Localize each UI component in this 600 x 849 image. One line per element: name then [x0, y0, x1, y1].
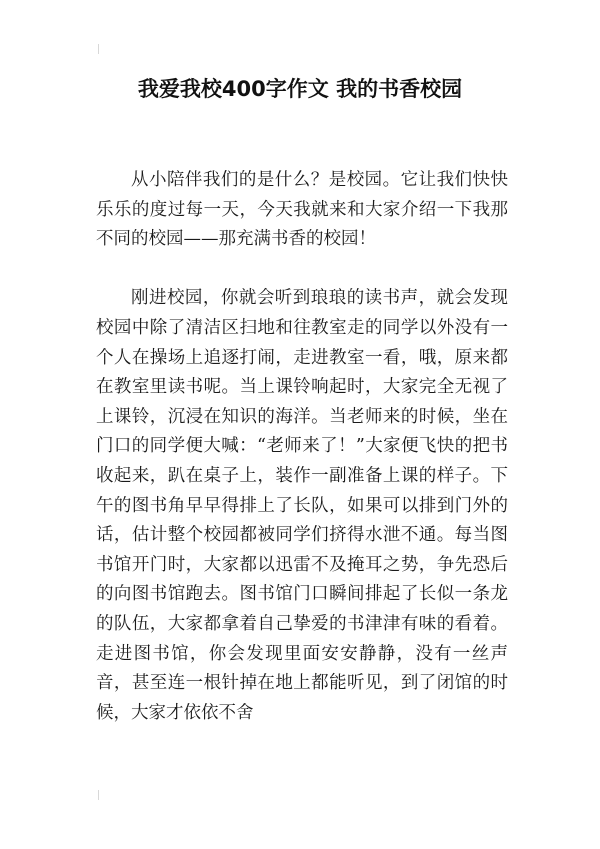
document-title: 我爱我校400字作文 我的书香校园 [137, 77, 463, 101]
page-corner-mark-top [98, 44, 99, 54]
paragraph: 刚进校园，你就会听到琅琅的读书声，就会发现校园中除了清洁区扫地和往教室走的同学以外没有一个人在操场上追逐打闹，走进教室一看，哦，原来都在教室里读书呢。当上课铃响起时，大家完全无视了上课铃，沉浸在知识的海洋。当老师来的时候，坐在门口的同学便大喊：“老师来了！”大家便飞快的把书收起来，趴在桌子上，装作一副准备上课的样子。下午的图书角早早得排上了长队，如果可以排到门外的话，估计整个校园都被同学们挤得水泄不通。每当图书馆开门时，大家都以迅雷不及掩耳之势，争先恐后的向图书馆跑去。图书馆门口瞬间排起了长似一条龙的队伍，大家都拿着自己挚爱的书津津有味的看着。走进图书馆，你会发现里面安安静静，没有一丝声音，甚至连一根针掉在地上都能听见，到了闭馆的时候，大家才依依不舍 [96, 288, 508, 723]
page-corner-mark-bottom [98, 790, 99, 800]
document-body [96, 166, 508, 728]
paragraph: 从小陪伴我们的是什么？是校园。它让我们快快乐乐的度过每一天，今天我就来和大家介绍一下我那不同的校园——那充满书香的校园！ [96, 170, 508, 250]
